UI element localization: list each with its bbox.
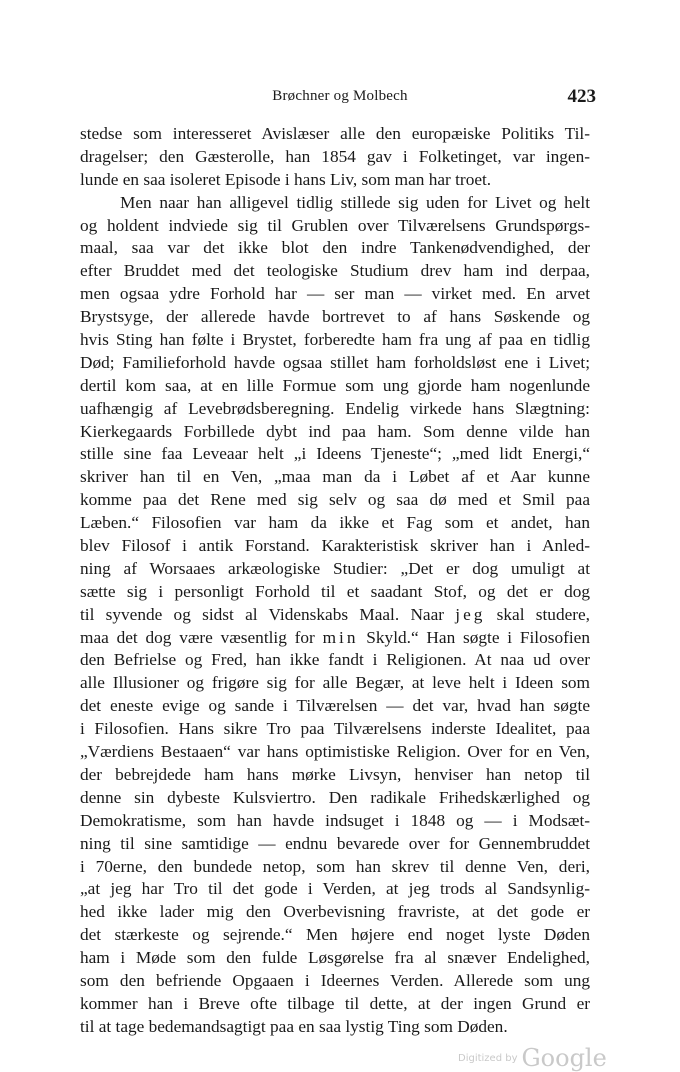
body-text [80, 123, 590, 1039]
text-line: der bebrejdede ham hans mørke Livsyn, henviser han netop til [80, 764, 590, 784]
text-line: Demokratisme, som han havde indsuget i 1848 og — i Modsæt- [80, 810, 590, 830]
text-line: komme paa det Rene med sig selv og saa dø med et Smil paa [80, 490, 590, 510]
text-line: alle Illusioner og frigøre sig for alle Begær, at leve helt i Ideen som [80, 673, 590, 693]
text-line: denne sin dybeste Kulsviertro. Den radikale Frihedskærlighed og [80, 787, 590, 807]
text-line: men ogsaa ydre Forhold har — ser man — virket med. En arvet [80, 284, 590, 304]
text-line: Men naar han alligevel tidlig stillede sig uden for Livet og helt [120, 192, 590, 212]
text-line: blev Filosof i antik Forstand. Karakteristisk skriver han i Anled- [80, 536, 590, 556]
text-line: Død; Familieforhold havde ogsaa stillet ham forholdsløst ene i Livet; [80, 352, 590, 372]
text-line: „at jeg har Tro til det gode i Verden, at jeg trods al Sandsynlig- [80, 879, 590, 899]
text-line: dragelser; den Gæsterolle, han 1854 gav i Folketinget, var ingen- [80, 146, 590, 166]
google-watermark [458, 1044, 607, 1072]
emphasized-word: jeg [455, 604, 486, 624]
text-line: maa det dog være væsentlig for min Skyld.“ Han søgte i Filosofien [80, 627, 590, 647]
running-head [80, 88, 600, 110]
text-line: uafhængig af Levebrødsberegning. Endelig virkede hans Slægtning: [80, 398, 590, 418]
google-logo: Google [521, 1044, 607, 1072]
text-line: til syvende og sidst al Videnskabs Maal. Naar jeg skal studere, [80, 604, 590, 624]
text-line: som den befriende Opgaaen i Ideernes Verden. Allerede som ung [80, 970, 590, 990]
text-line: ning til sine samtidige — endnu bevarede over for Gennembruddet [80, 833, 590, 853]
text-line: „Værdiens Bestaaen“ var hans optimistiske Religion. Over for en Ven, [80, 742, 590, 762]
text-line: i Filosofien. Hans sikre Tro paa Tilværelsens inderste Idealitet, paa [80, 719, 590, 739]
text-line: maal, saa var det ikke blot den indre Tankenødvendighed, der [80, 238, 590, 258]
text-line: i 70erne, den bundede netop, som han skrev til denne Ven, deri, [80, 856, 590, 876]
text-line: sætte sig i personligt Forhold til et saadant Stof, og det er dog [80, 581, 590, 601]
text-line: stedse som interesseret Avislæser alle den europæiske Politiks Til- [80, 124, 590, 143]
text-line: og holdent indviede sig til Grublen over Tilværelsens Grundspørgs- [80, 215, 590, 235]
page-number: 423 [567, 86, 596, 107]
text-line: Kierkegaards Forbillede dybt ind paa ham. Som denne vilde han [80, 421, 590, 441]
emphasized-word: min [322, 627, 359, 647]
text-line: den Befrielse og Fred, han ikke fandt i Religionen. At naa ud over [80, 650, 590, 670]
text-line: hvis Sting han følte i Brystet, forberedte ham fra ung af paa en tidlig [80, 330, 590, 350]
text-line: det stærkeste og sejrende.“ Men højere end noget lyste Døden [80, 925, 590, 945]
text-line: efter Bruddet med det teologiske Studium drev ham ind derpaa, [80, 261, 590, 281]
text-line: ning af Worsaaes arkæologiske Studier: „Det er dog umuligt at [80, 558, 590, 578]
text-line: ham i Møde som den fulde Løsgørelse fra al snæver Endelighed, [80, 948, 590, 968]
text-line: Brystsyge, der allerede havde bortrevet to af hans Søskende og [80, 307, 590, 327]
text-line: kommer han i Breve ofte tilbage til dette, at der ingen Grund er [80, 993, 590, 1013]
text-line: det eneste evige og sande i Tilværelsen — det var, hvad han søgte [80, 696, 590, 716]
text-line: til at tage bedemandsagtigt paa en saa lystig Ting som Døden. [80, 1016, 508, 1036]
text-line: lunde en saa isoleret Episode i hans Liv, som man har troet. [80, 169, 492, 189]
text-line: skriver han til en Ven, „maa man da i Løbet af et Aar kunne [80, 467, 590, 487]
text-line: hed ikke lader mig den Overbevisning fravriste, at det gode er [80, 902, 590, 922]
running-title: Brøchner og Molbech [272, 88, 408, 104]
text-line: Læben.“ Filosofien var ham da ikke et Fag som et andet, han [80, 513, 590, 533]
watermark-prefix: Digitized by [458, 1053, 518, 1064]
text-line: stille sine faa Leveaar helt „i Ideens Tjeneste“; „med lidt Energi,“ [80, 444, 590, 464]
text-line: dertil kom saa, at en lille Formue som ung gjorde ham nogenlunde [80, 375, 590, 395]
